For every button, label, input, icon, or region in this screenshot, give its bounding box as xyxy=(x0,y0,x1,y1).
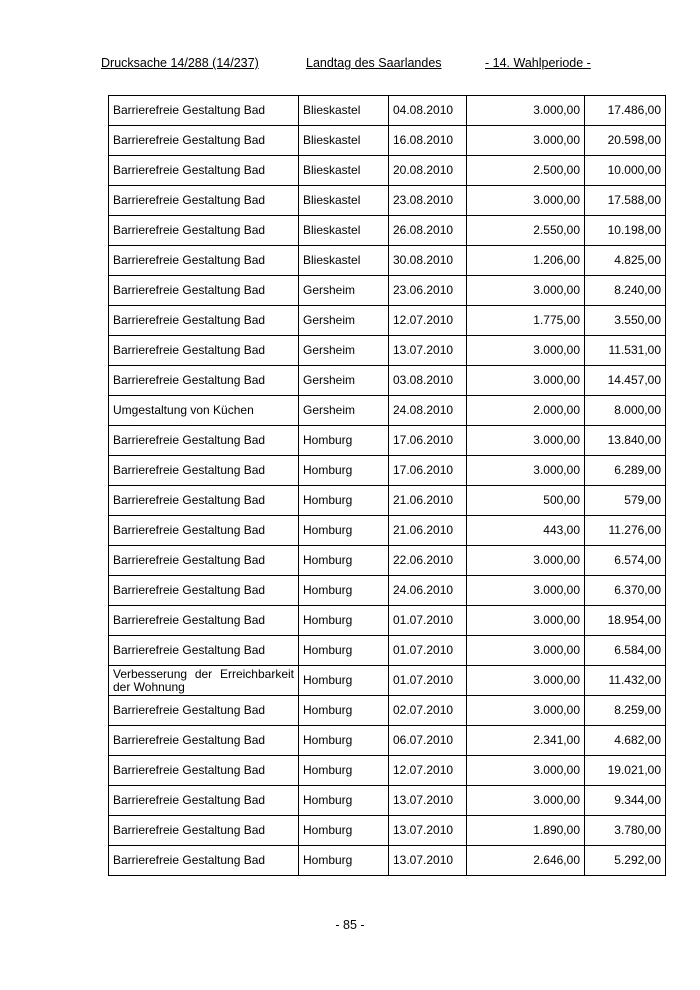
table-row xyxy=(109,636,666,666)
table-row xyxy=(109,366,666,396)
cell-grant-amount: 2.646,00 xyxy=(467,846,585,876)
cell-grant-amount: 3.000,00 xyxy=(467,576,585,606)
cell-date: 01.07.2010 xyxy=(389,666,467,696)
cell-grant-amount: 3.000,00 xyxy=(467,426,585,456)
cell-date: 17.06.2010 xyxy=(389,426,467,456)
cell-date: 12.07.2010 xyxy=(389,306,467,336)
cell-date: 17.06.2010 xyxy=(389,456,467,486)
cell-municipality: Gersheim xyxy=(299,396,389,426)
table-row xyxy=(109,816,666,846)
cell-grant-amount: 500,00 xyxy=(467,486,585,516)
table-row xyxy=(109,96,666,126)
cell-municipality: Homburg xyxy=(299,696,389,726)
cell-grant-amount: 2.000,00 xyxy=(467,396,585,426)
cell-measure: Barrierefreie Gestaltung Bad xyxy=(109,456,299,486)
table-row xyxy=(109,156,666,186)
cell-total-cost: 8.259,00 xyxy=(585,696,666,726)
table-row xyxy=(109,126,666,156)
table-row xyxy=(109,726,666,756)
cell-grant-amount: 3.000,00 xyxy=(467,786,585,816)
cell-municipality: Gersheim xyxy=(299,366,389,396)
cell-grant-amount: 3.000,00 xyxy=(467,546,585,576)
cell-total-cost: 10.198,00 xyxy=(585,216,666,246)
table-row xyxy=(109,216,666,246)
cell-measure: Verbesserung der Erreichbarkeit der Wohnung xyxy=(109,666,299,696)
document-number: Drucksache 14/288 (14/237) xyxy=(101,56,259,70)
cell-measure: Umgestaltung von Küchen xyxy=(109,396,299,426)
cell-measure: Barrierefreie Gestaltung Bad xyxy=(109,336,299,366)
cell-date: 03.08.2010 xyxy=(389,366,467,396)
cell-total-cost: 6.584,00 xyxy=(585,636,666,666)
cell-municipality: Homburg xyxy=(299,816,389,846)
cell-grant-amount: 3.000,00 xyxy=(467,456,585,486)
cell-date: 12.07.2010 xyxy=(389,756,467,786)
cell-municipality: Blieskastel xyxy=(299,246,389,276)
cell-total-cost: 3.550,00 xyxy=(585,306,666,336)
cell-date: 24.08.2010 xyxy=(389,396,467,426)
funding-table xyxy=(108,95,666,876)
cell-municipality: Homburg xyxy=(299,726,389,756)
table-row xyxy=(109,336,666,366)
cell-grant-amount: 3.000,00 xyxy=(467,756,585,786)
cell-measure: Barrierefreie Gestaltung Bad xyxy=(109,756,299,786)
cell-measure: Barrierefreie Gestaltung Bad xyxy=(109,516,299,546)
cell-municipality: Homburg xyxy=(299,516,389,546)
parliament-name: Landtag des Saarlandes xyxy=(306,56,442,70)
cell-municipality: Homburg xyxy=(299,666,389,696)
cell-municipality: Blieskastel xyxy=(299,216,389,246)
table-row xyxy=(109,276,666,306)
table-row xyxy=(109,606,666,636)
cell-municipality: Homburg xyxy=(299,636,389,666)
cell-grant-amount: 2.341,00 xyxy=(467,726,585,756)
cell-total-cost: 13.840,00 xyxy=(585,426,666,456)
cell-date: 13.07.2010 xyxy=(389,786,467,816)
cell-total-cost: 8.000,00 xyxy=(585,396,666,426)
cell-measure: Barrierefreie Gestaltung Bad xyxy=(109,246,299,276)
table-row xyxy=(109,516,666,546)
cell-date: 26.08.2010 xyxy=(389,216,467,246)
cell-measure: Barrierefreie Gestaltung Bad xyxy=(109,186,299,216)
cell-measure: Barrierefreie Gestaltung Bad xyxy=(109,156,299,186)
cell-municipality: Homburg xyxy=(299,456,389,486)
table-row xyxy=(109,546,666,576)
cell-municipality: Homburg xyxy=(299,786,389,816)
table-row xyxy=(109,576,666,606)
table-row xyxy=(109,186,666,216)
cell-date: 02.07.2010 xyxy=(389,696,467,726)
cell-municipality: Homburg xyxy=(299,426,389,456)
cell-total-cost: 18.954,00 xyxy=(585,606,666,636)
cell-grant-amount: 3.000,00 xyxy=(467,636,585,666)
cell-date: 13.07.2010 xyxy=(389,336,467,366)
page-number: - 85 - xyxy=(335,918,365,932)
cell-measure: Barrierefreie Gestaltung Bad xyxy=(109,366,299,396)
table-row xyxy=(109,246,666,276)
funding-table-body xyxy=(109,96,666,876)
cell-total-cost: 579,00 xyxy=(585,486,666,516)
cell-municipality: Blieskastel xyxy=(299,156,389,186)
cell-grant-amount: 3.000,00 xyxy=(467,366,585,396)
cell-measure: Barrierefreie Gestaltung Bad xyxy=(109,636,299,666)
cell-grant-amount: 3.000,00 xyxy=(467,336,585,366)
cell-total-cost: 19.021,00 xyxy=(585,756,666,786)
legislative-period: - 14. Wahlperiode - xyxy=(485,56,591,70)
cell-grant-amount: 3.000,00 xyxy=(467,96,585,126)
cell-measure: Barrierefreie Gestaltung Bad xyxy=(109,576,299,606)
table-row xyxy=(109,426,666,456)
cell-grant-amount: 443,00 xyxy=(467,516,585,546)
cell-date: 13.07.2010 xyxy=(389,846,467,876)
cell-measure: Barrierefreie Gestaltung Bad xyxy=(109,126,299,156)
table-row xyxy=(109,486,666,516)
cell-grant-amount: 2.550,00 xyxy=(467,216,585,246)
cell-date: 01.07.2010 xyxy=(389,636,467,666)
cell-date: 24.06.2010 xyxy=(389,576,467,606)
cell-total-cost: 11.276,00 xyxy=(585,516,666,546)
cell-measure: Barrierefreie Gestaltung Bad xyxy=(109,276,299,306)
cell-date: 13.07.2010 xyxy=(389,816,467,846)
table-row xyxy=(109,666,666,696)
cell-measure: Barrierefreie Gestaltung Bad xyxy=(109,546,299,576)
cell-municipality: Homburg xyxy=(299,606,389,636)
cell-municipality: Blieskastel xyxy=(299,126,389,156)
cell-date: 20.08.2010 xyxy=(389,156,467,186)
cell-grant-amount: 3.000,00 xyxy=(467,606,585,636)
cell-total-cost: 5.292,00 xyxy=(585,846,666,876)
cell-total-cost: 17.486,00 xyxy=(585,96,666,126)
cell-grant-amount: 1.206,00 xyxy=(467,246,585,276)
cell-grant-amount: 3.000,00 xyxy=(467,696,585,726)
cell-total-cost: 6.370,00 xyxy=(585,576,666,606)
cell-total-cost: 11.432,00 xyxy=(585,666,666,696)
cell-municipality: Homburg xyxy=(299,846,389,876)
cell-total-cost: 14.457,00 xyxy=(585,366,666,396)
cell-total-cost: 20.598,00 xyxy=(585,126,666,156)
cell-grant-amount: 1.890,00 xyxy=(467,816,585,846)
cell-grant-amount: 1.775,00 xyxy=(467,306,585,336)
cell-total-cost: 9.344,00 xyxy=(585,786,666,816)
cell-grant-amount: 3.000,00 xyxy=(467,276,585,306)
cell-date: 21.06.2010 xyxy=(389,486,467,516)
cell-municipality: Gersheim xyxy=(299,306,389,336)
cell-date: 30.08.2010 xyxy=(389,246,467,276)
cell-measure: Barrierefreie Gestaltung Bad xyxy=(109,306,299,336)
cell-total-cost: 17.588,00 xyxy=(585,186,666,216)
cell-total-cost: 4.825,00 xyxy=(585,246,666,276)
cell-total-cost: 11.531,00 xyxy=(585,336,666,366)
cell-grant-amount: 3.000,00 xyxy=(467,126,585,156)
cell-measure: Barrierefreie Gestaltung Bad xyxy=(109,486,299,516)
table-row xyxy=(109,696,666,726)
cell-measure: Barrierefreie Gestaltung Bad xyxy=(109,606,299,636)
cell-grant-amount: 3.000,00 xyxy=(467,666,585,696)
cell-date: 23.06.2010 xyxy=(389,276,467,306)
cell-municipality: Homburg xyxy=(299,486,389,516)
cell-grant-amount: 3.000,00 xyxy=(467,186,585,216)
cell-municipality: Gersheim xyxy=(299,336,389,366)
table-row xyxy=(109,786,666,816)
cell-total-cost: 6.289,00 xyxy=(585,456,666,486)
table-row xyxy=(109,756,666,786)
cell-municipality: Homburg xyxy=(299,576,389,606)
cell-measure: Barrierefreie Gestaltung Bad xyxy=(109,816,299,846)
page-header xyxy=(101,56,596,72)
table-row xyxy=(109,846,666,876)
cell-total-cost: 6.574,00 xyxy=(585,546,666,576)
cell-measure: Barrierefreie Gestaltung Bad xyxy=(109,96,299,126)
cell-municipality: Blieskastel xyxy=(299,186,389,216)
cell-municipality: Blieskastel xyxy=(299,96,389,126)
cell-total-cost: 10.000,00 xyxy=(585,156,666,186)
cell-total-cost: 3.780,00 xyxy=(585,816,666,846)
cell-date: 22.06.2010 xyxy=(389,546,467,576)
cell-measure: Barrierefreie Gestaltung Bad xyxy=(109,696,299,726)
cell-total-cost: 8.240,00 xyxy=(585,276,666,306)
cell-date: 23.08.2010 xyxy=(389,186,467,216)
cell-municipality: Gersheim xyxy=(299,276,389,306)
cell-measure: Barrierefreie Gestaltung Bad xyxy=(109,786,299,816)
cell-grant-amount: 2.500,00 xyxy=(467,156,585,186)
cell-municipality: Homburg xyxy=(299,546,389,576)
cell-date: 06.07.2010 xyxy=(389,726,467,756)
cell-total-cost: 4.682,00 xyxy=(585,726,666,756)
table-row xyxy=(109,396,666,426)
cell-date: 04.08.2010 xyxy=(389,96,467,126)
table-row xyxy=(109,306,666,336)
cell-date: 16.08.2010 xyxy=(389,126,467,156)
table-row xyxy=(109,456,666,486)
cell-date: 01.07.2010 xyxy=(389,606,467,636)
cell-measure: Barrierefreie Gestaltung Bad xyxy=(109,216,299,246)
cell-measure: Barrierefreie Gestaltung Bad xyxy=(109,726,299,756)
cell-municipality: Homburg xyxy=(299,756,389,786)
cell-date: 21.06.2010 xyxy=(389,516,467,546)
cell-measure: Barrierefreie Gestaltung Bad xyxy=(109,846,299,876)
cell-measure: Barrierefreie Gestaltung Bad xyxy=(109,426,299,456)
